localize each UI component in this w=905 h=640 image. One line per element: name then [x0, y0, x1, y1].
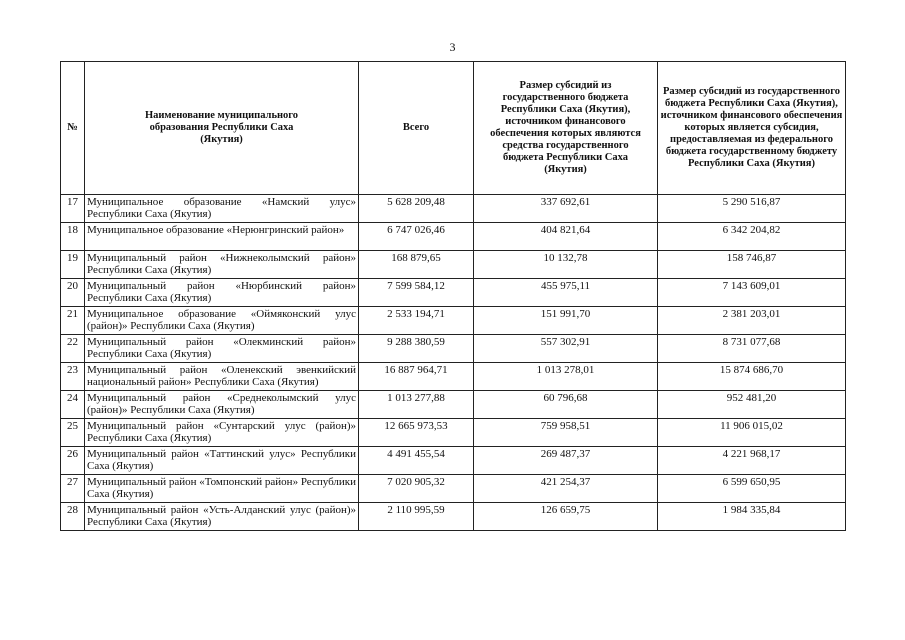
federal-budget-amount: 15 874 686,70	[658, 363, 846, 391]
municipality-name: Муниципальное образование «Оймяконский улус (район)» Республики Саха (Якутия)	[85, 307, 359, 335]
table-row	[61, 447, 846, 475]
federal-budget-amount: 2 381 203,01	[658, 307, 846, 335]
row-number: 27	[61, 475, 85, 503]
total-amount: 168 879,65	[359, 251, 474, 279]
municipality-name: Муниципальный район «Томпонский район» Республики Саха (Якутия)	[85, 475, 359, 503]
municipality-name: Муниципальное образование «Нерюнгринский район»	[85, 223, 359, 251]
state-budget-amount: 10 132,78	[474, 251, 658, 279]
table-header	[61, 62, 846, 195]
state-budget-amount: 269 487,37	[474, 447, 658, 475]
municipality-name: Муниципальный район «Таттинский улус» Республики Саха (Якутия)	[85, 447, 359, 475]
row-number: 25	[61, 419, 85, 447]
total-amount: 2 110 995,59	[359, 503, 474, 531]
state-budget-amount: 60 796,68	[474, 391, 658, 419]
header-name: Наименование муниципального образования Республики Саха (Якутия)	[85, 62, 359, 195]
total-amount: 6 747 026,46	[359, 223, 474, 251]
state-budget-amount: 557 302,91	[474, 335, 658, 363]
row-number: 20	[61, 279, 85, 307]
total-amount: 7 020 905,32	[359, 475, 474, 503]
total-amount: 12 665 973,53	[359, 419, 474, 447]
total-amount: 7 599 584,12	[359, 279, 474, 307]
table-row	[61, 195, 846, 223]
row-number: 28	[61, 503, 85, 531]
row-number: 21	[61, 307, 85, 335]
municipality-name: Муниципальный район «Нижнеколымский район» Республики Саха (Якутия)	[85, 251, 359, 279]
federal-budget-amount: 5 290 516,87	[658, 195, 846, 223]
header-total: Всего	[359, 62, 474, 195]
table-row	[61, 307, 846, 335]
state-budget-amount: 1 013 278,01	[474, 363, 658, 391]
total-amount: 2 533 194,71	[359, 307, 474, 335]
federal-budget-amount: 6 599 650,95	[658, 475, 846, 503]
row-number: 22	[61, 335, 85, 363]
total-amount: 16 887 964,71	[359, 363, 474, 391]
state-budget-amount: 151 991,70	[474, 307, 658, 335]
federal-budget-amount: 7 143 609,01	[658, 279, 846, 307]
federal-budget-amount: 952 481,20	[658, 391, 846, 419]
total-amount: 5 628 209,48	[359, 195, 474, 223]
header-federal-budget: Размер субсидий из государственного бюджета Республики Саха (Якутия), источником финансового обеспечения которых является субсидия, предоставляемая из федерального бюджета государственному бюджету Республики Саха (Якутия)	[658, 62, 846, 195]
table-row	[61, 223, 846, 251]
row-number: 18	[61, 223, 85, 251]
municipality-name: Муниципальный район «Усть-Алданский улус (район)» Республики Саха (Якутия)	[85, 503, 359, 531]
subsidy-table	[60, 61, 846, 531]
table-row	[61, 475, 846, 503]
page-number: 3	[449, 40, 456, 54]
table-row	[61, 503, 846, 531]
federal-budget-amount: 158 746,87	[658, 251, 846, 279]
state-budget-amount: 404 821,64	[474, 223, 658, 251]
row-number: 24	[61, 391, 85, 419]
municipality-name: Муниципальный район «Нюрбинский район» Республики Саха (Якутия)	[85, 279, 359, 307]
state-budget-amount: 126 659,75	[474, 503, 658, 531]
table-body	[61, 195, 846, 531]
state-budget-amount: 337 692,61	[474, 195, 658, 223]
federal-budget-amount: 6 342 204,82	[658, 223, 846, 251]
state-budget-amount: 421 254,37	[474, 475, 658, 503]
federal-budget-amount: 8 731 077,68	[658, 335, 846, 363]
total-amount: 1 013 277,88	[359, 391, 474, 419]
table-row	[61, 279, 846, 307]
federal-budget-amount: 1 984 335,84	[658, 503, 846, 531]
municipality-name: Муниципальный район «Среднеколымский улус (район)» Республики Саха (Якутия)	[85, 391, 359, 419]
row-number: 26	[61, 447, 85, 475]
state-budget-amount: 759 958,51	[474, 419, 658, 447]
federal-budget-amount: 4 221 968,17	[658, 447, 846, 475]
table-row	[61, 391, 846, 419]
total-amount: 9 288 380,59	[359, 335, 474, 363]
state-budget-amount: 455 975,11	[474, 279, 658, 307]
table-row	[61, 363, 846, 391]
federal-budget-amount: 11 906 015,02	[658, 419, 846, 447]
row-number: 23	[61, 363, 85, 391]
table-row	[61, 419, 846, 447]
municipality-name: Муниципальный район «Олекминский район» Республики Саха (Якутия)	[85, 335, 359, 363]
table-row	[61, 335, 846, 363]
municipality-name: Муниципальное образование «Намский улус» Республики Саха (Якутия)	[85, 195, 359, 223]
table-row	[61, 251, 846, 279]
municipality-name: Муниципальный район «Оленекский эвенкийский национальный район» Республики Саха (Якутия)	[85, 363, 359, 391]
header-state-budget: Размер субсидий из государственного бюджета Республики Саха (Якутия), источником финансового обеспечения которых являются средства государственного бюджета Республики Саха (Якутия)	[474, 62, 658, 195]
total-amount: 4 491 455,54	[359, 447, 474, 475]
row-number: 17	[61, 195, 85, 223]
header-num: №	[61, 62, 85, 195]
municipality-name: Муниципальный район «Сунтарский улус (район)» Республики Саха (Якутия)	[85, 419, 359, 447]
row-number: 19	[61, 251, 85, 279]
